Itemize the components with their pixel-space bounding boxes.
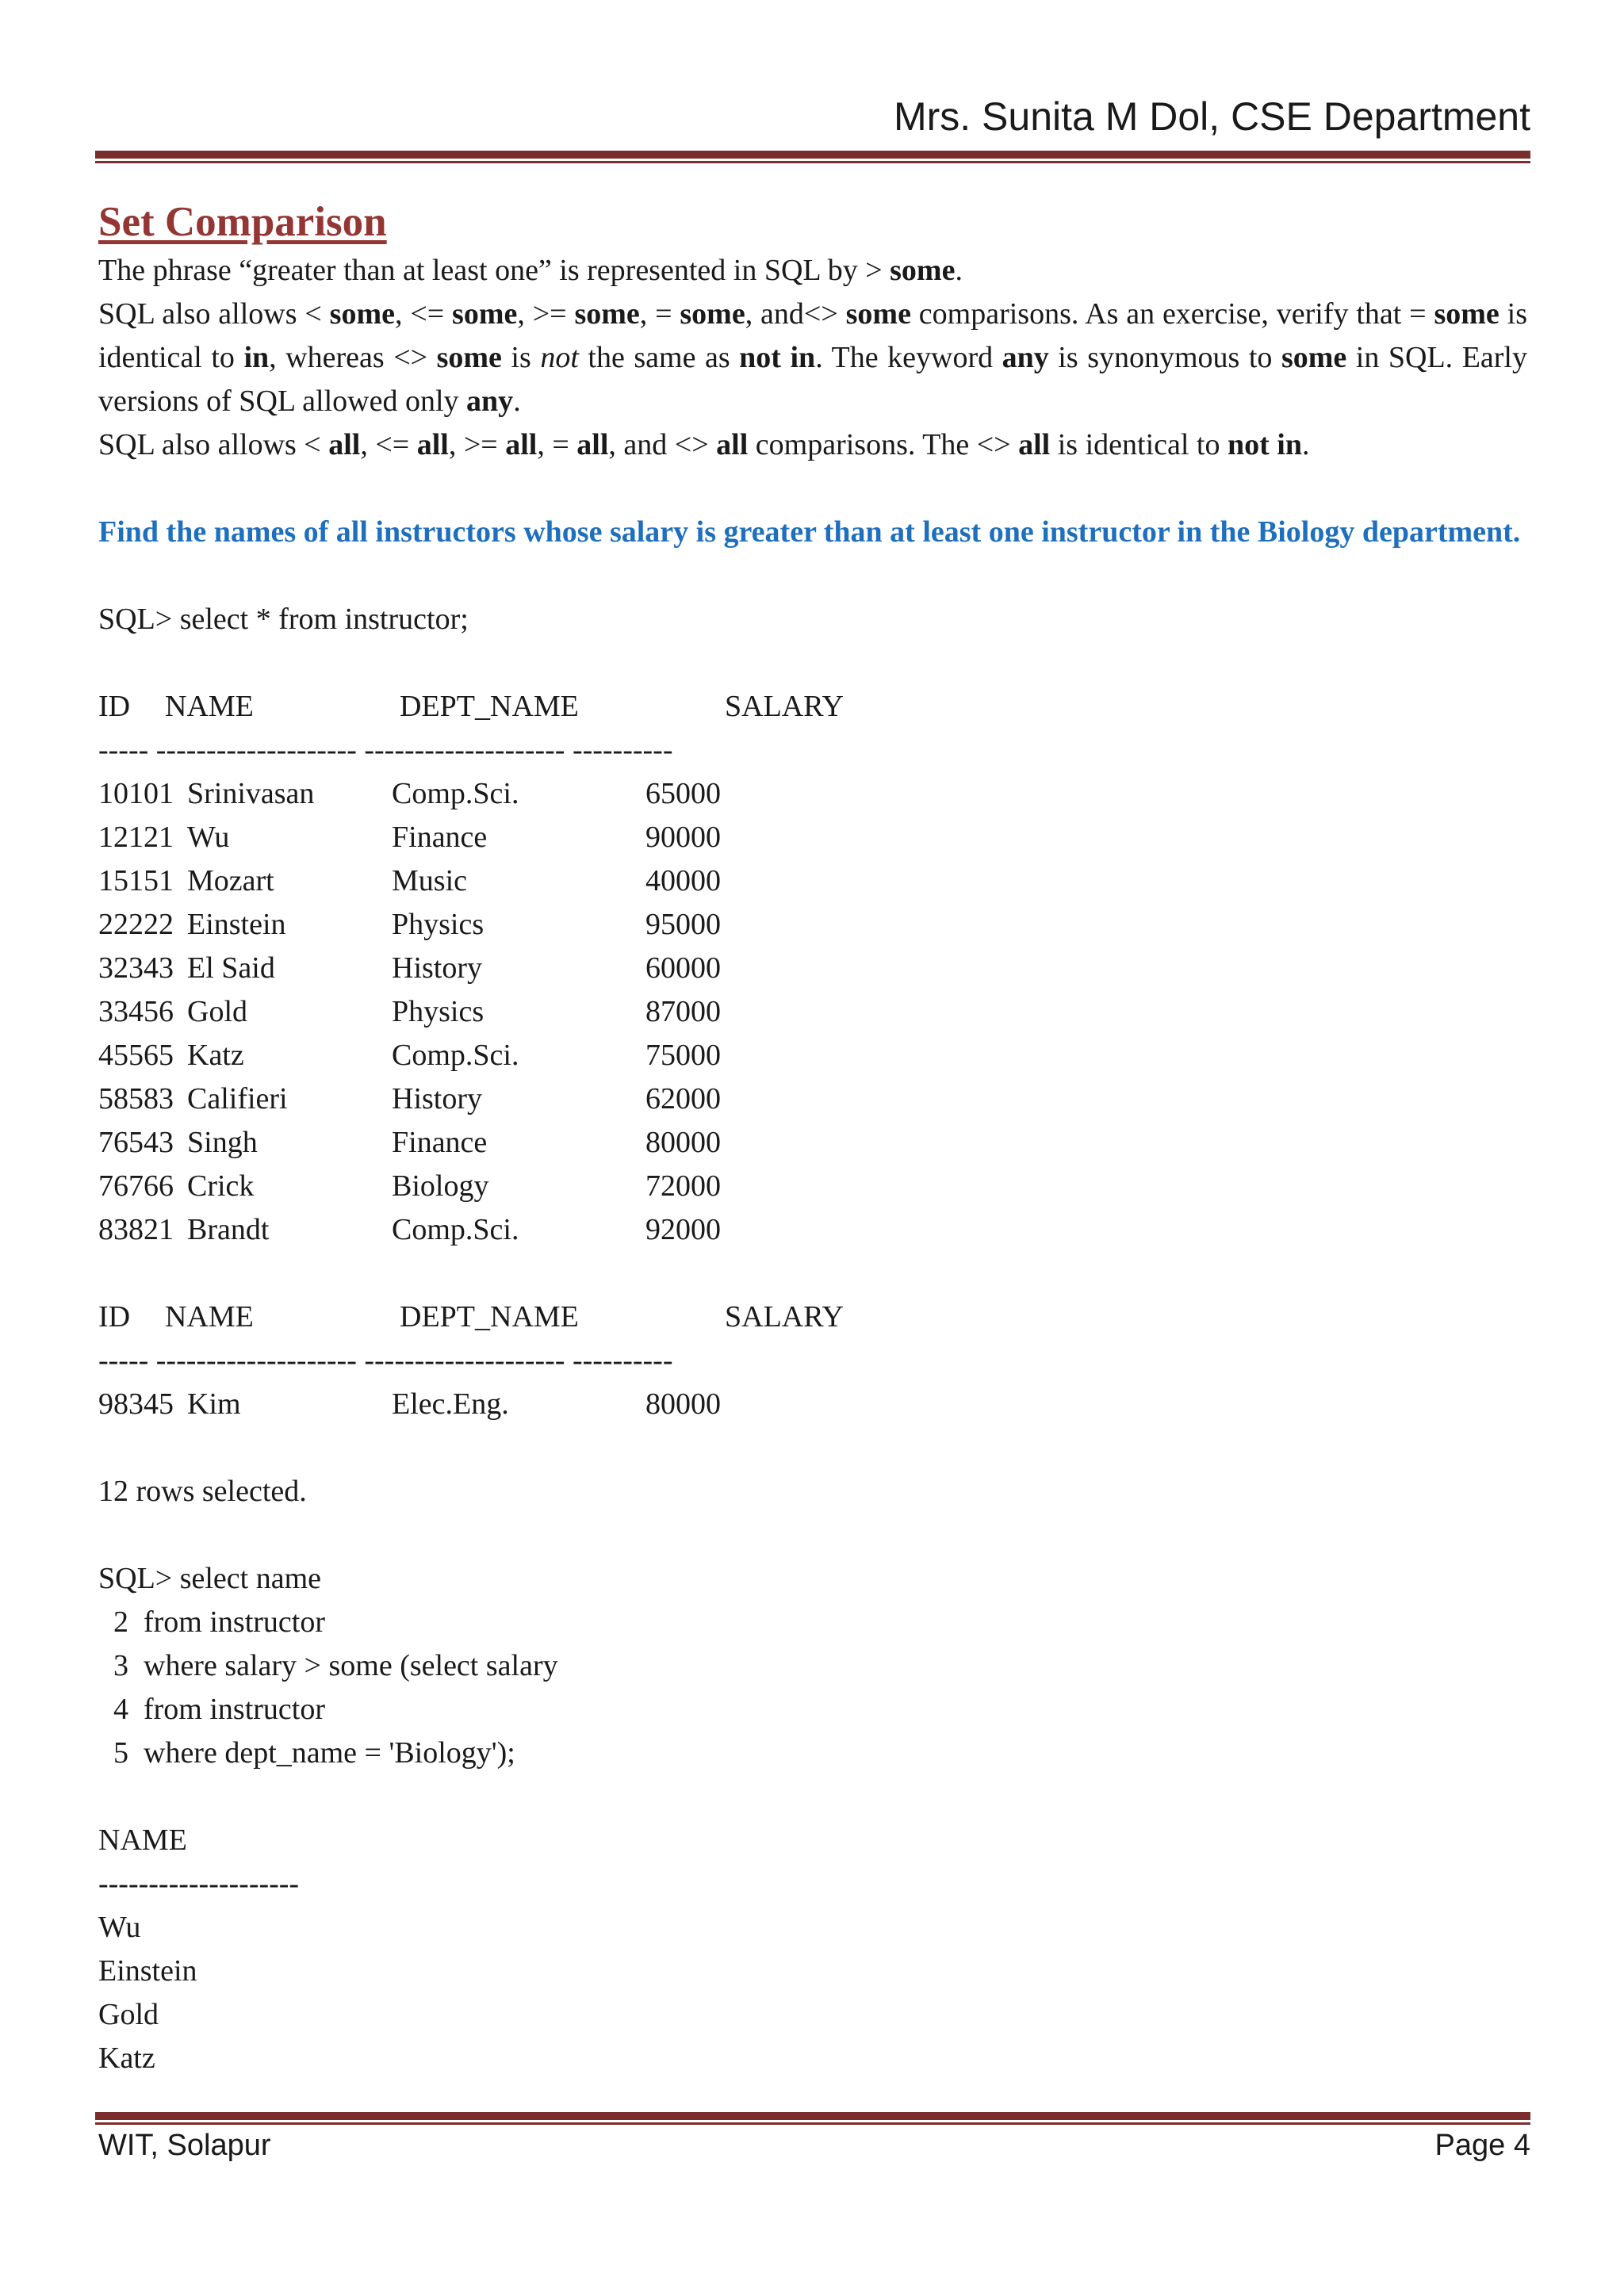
table-cell: Mozart xyxy=(187,864,274,897)
table-cell: 98345 xyxy=(98,1387,174,1421)
intro-paragraph-2: SQL also allows < some, <= some, >= some, = some, and<> some comparisons. As an exercise, verify that = some is identical to in, whereas <> some is not the same as not in. The keyword any is synonymous to some in SQL. Early versions of SQL allowed only any. xyxy=(98,297,1527,418)
query-2 xyxy=(98,1557,1527,1775)
result-row: Katz xyxy=(98,2042,155,2075)
result-row: Einstein xyxy=(98,1954,197,1988)
table-cell: Crick xyxy=(187,1169,255,1203)
table-row xyxy=(98,1034,1527,1077)
table-cell: 33456 xyxy=(98,995,174,1028)
table-row xyxy=(98,903,1527,947)
column-header: DEPT_NAME xyxy=(400,690,579,723)
table-cell: 80000 xyxy=(645,1387,721,1421)
table-cell: Califieri xyxy=(187,1082,288,1115)
instructor-table-continued xyxy=(98,1295,1527,1426)
table-cell: Comp.Sci. xyxy=(392,1213,519,1246)
column-header: SALARY xyxy=(725,690,844,723)
table-cell: Singh xyxy=(187,1126,258,1159)
query-line: 2 from instructor xyxy=(98,1605,326,1639)
table-cell: Gold xyxy=(187,995,247,1028)
column-header: NAME xyxy=(165,690,254,723)
table-row xyxy=(98,859,1527,903)
table-cell: Srinivasan xyxy=(187,777,315,810)
table-cell: Katz xyxy=(187,1039,244,1072)
table-cell: 45565 xyxy=(98,1039,174,1072)
table-row xyxy=(98,1077,1527,1121)
table-cell: Elec.Eng. xyxy=(392,1387,509,1421)
page-header-title: Mrs. Sunita M Dol, CSE Department xyxy=(893,94,1530,139)
column-header: NAME xyxy=(165,1300,254,1334)
query-line: 5 where dept_name = 'Biology'); xyxy=(98,1736,515,1770)
table-cell: Physics xyxy=(392,995,485,1028)
column-header: ID xyxy=(98,690,131,723)
table-cell: 75000 xyxy=(645,1039,721,1072)
intro-paragraph-1: The phrase “greater than at least one” is represented in SQL by > some. xyxy=(98,254,963,287)
table-cell: 62000 xyxy=(645,1082,721,1115)
table-cell: 72000 xyxy=(645,1169,721,1203)
table-cell: 83821 xyxy=(98,1213,174,1246)
query-line: SQL> select name xyxy=(98,1562,322,1595)
table-row xyxy=(98,947,1527,990)
question-text: Find the names of all instructors whose salary is greater than at least one instructor in the Biology department. xyxy=(98,515,1521,549)
table-cell: 12121 xyxy=(98,821,174,854)
table-row xyxy=(98,816,1527,859)
table-cell: El Said xyxy=(187,951,275,985)
query-line: 3 where salary > some (select salary xyxy=(98,1649,558,1682)
table-cell: 10101 xyxy=(98,777,174,810)
table-cell: Finance xyxy=(392,1126,488,1159)
table-row xyxy=(98,1208,1527,1252)
table-row xyxy=(98,1121,1527,1165)
table-cell: 87000 xyxy=(645,995,721,1028)
table-cell: 76543 xyxy=(98,1126,174,1159)
table-cell: 92000 xyxy=(645,1213,721,1246)
table-header xyxy=(98,685,1527,729)
query-line: 4 from instructor xyxy=(98,1693,326,1726)
instructor-table xyxy=(98,685,1527,1252)
footer-right: Page 4 xyxy=(1434,2129,1530,2162)
table-cell: Music xyxy=(392,864,467,897)
column-header: DEPT_NAME xyxy=(400,1300,579,1334)
result-column-header: NAME xyxy=(98,1823,187,1857)
table-cell: 15151 xyxy=(98,864,174,897)
column-header: SALARY xyxy=(725,1300,844,1334)
table-cell: 76766 xyxy=(98,1169,174,1203)
table-cell: Kim xyxy=(187,1387,241,1421)
table-row xyxy=(98,1165,1527,1208)
table-cell: 90000 xyxy=(645,821,721,854)
table-cell: Comp.Sci. xyxy=(392,1039,519,1072)
intro-paragraph-3: SQL also allows < all, <= all, >= all, = all, and <> all comparisons. The <> all is identical to not in. xyxy=(98,428,1310,461)
result-row: Gold xyxy=(98,1998,159,2031)
table-row xyxy=(98,990,1527,1034)
table-cell: Physics xyxy=(392,908,485,941)
table-cell: Wu xyxy=(187,821,230,854)
header-rule xyxy=(95,151,1530,163)
table-cell: Einstein xyxy=(187,908,286,941)
page-content xyxy=(98,197,1527,2080)
table-row xyxy=(98,1383,1527,1426)
table-cell: Finance xyxy=(392,821,488,854)
table-cell: History xyxy=(392,1082,482,1115)
table-cell: 95000 xyxy=(645,908,721,941)
table-separator: ----- -------------------- -------------------- ---------- xyxy=(98,733,673,767)
table-cell: 60000 xyxy=(645,951,721,985)
column-header: ID xyxy=(98,1300,131,1334)
section-title: Set Comparison xyxy=(98,199,387,245)
table-2-header xyxy=(98,1295,1527,1339)
table-cell: 22222 xyxy=(98,908,174,941)
rows-selected-text: 12 rows selected. xyxy=(98,1475,307,1508)
result-values xyxy=(98,1906,1527,2080)
table-2-separator: ----- -------------------- -------------------- ---------- xyxy=(98,1344,673,1377)
footer-left: WIT, Solapur xyxy=(98,2129,271,2162)
table-cell: History xyxy=(392,951,482,985)
result-separator: -------------------- xyxy=(98,1867,300,1900)
table-cell: Brandt xyxy=(187,1213,270,1246)
query-1: SQL> select * from instructor; xyxy=(98,603,469,636)
table-cell: 80000 xyxy=(645,1126,721,1159)
table-cell: 65000 xyxy=(645,777,721,810)
table-cell: 58583 xyxy=(98,1082,174,1115)
result-row: Wu xyxy=(98,1911,141,1944)
footer-rule xyxy=(95,2112,1530,2125)
table-cell: Comp.Sci. xyxy=(392,777,519,810)
table-cell: Biology xyxy=(392,1169,489,1203)
table-cell: 40000 xyxy=(645,864,721,897)
table-row xyxy=(98,772,1527,816)
table-cell: 32343 xyxy=(98,951,174,985)
